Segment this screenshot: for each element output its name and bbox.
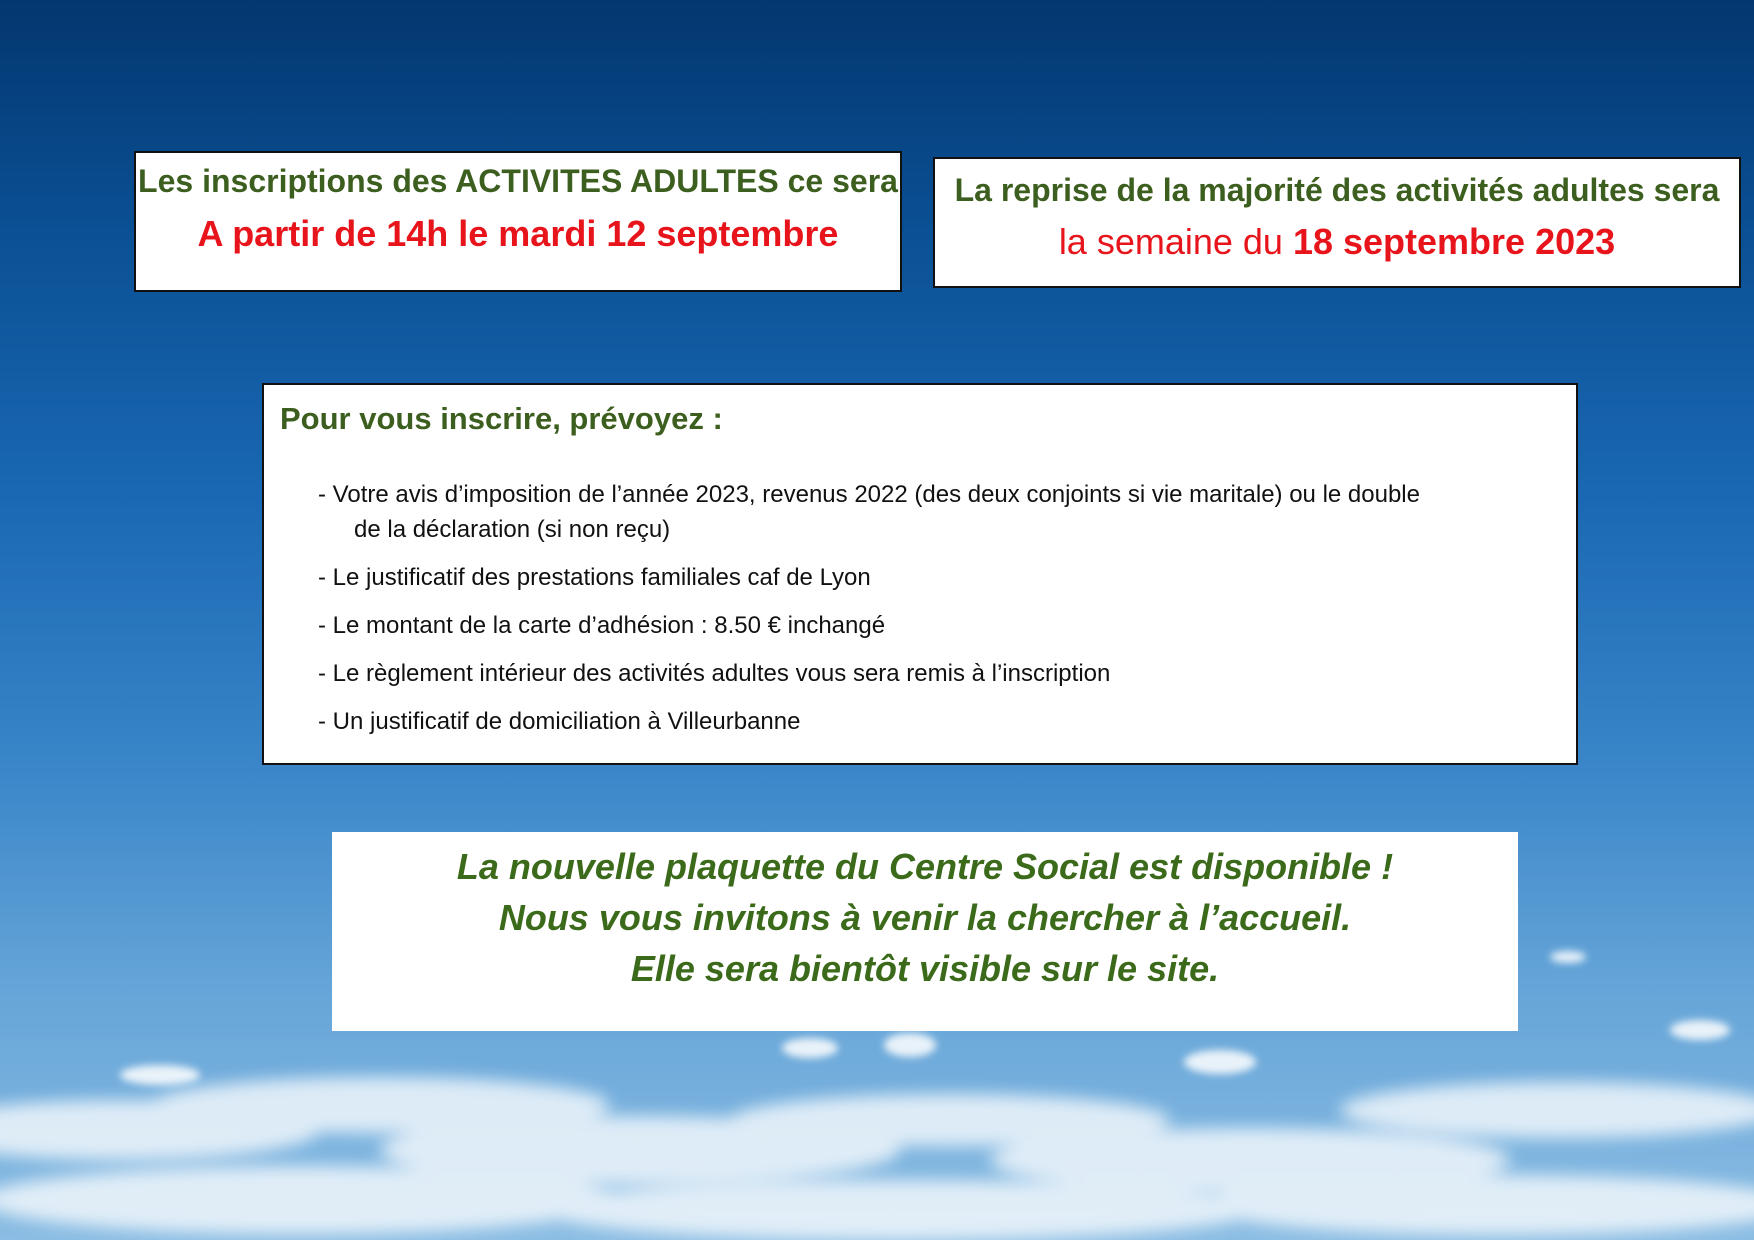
list-item xyxy=(318,608,1562,643)
list-item xyxy=(318,560,1562,595)
resumption-date xyxy=(935,221,1739,263)
requirements-title: Pour vous inscrire, prévoyez : xyxy=(280,401,723,436)
list-item xyxy=(318,477,1562,547)
list-item-text: - Le montant de la carte d’adhésion : 8.50 € inchangé xyxy=(318,612,886,639)
requirements-list xyxy=(318,477,1562,752)
resumption-date-box xyxy=(933,157,1741,288)
registration-heading: Les inscriptions des ACTIVITES ADULTES ce sera xyxy=(138,163,898,199)
list-item-continuation: de la déclaration (si non reçu) xyxy=(354,516,671,543)
list-item xyxy=(318,656,1562,691)
announcement-line-3: Elle sera bientôt visible sur le site. xyxy=(630,948,1220,989)
list-item-text: - Le justificatif des prestations familiales caf de Lyon xyxy=(318,564,871,591)
registration-date-box xyxy=(134,151,902,292)
registration-date: A partir de 14h le mardi 12 septembre xyxy=(197,213,839,254)
resumption-date-prefix: la semaine du xyxy=(1058,221,1293,262)
list-item xyxy=(318,704,1562,739)
announcement-line-2: Nous vous invitons à venir la chercher à l’accueil. xyxy=(498,897,1352,938)
resumption-date-value: 18 septembre 2023 xyxy=(1292,221,1616,262)
list-item-text: - Votre avis d’imposition de l’année 2023, revenus 2022 (des deux conjoints si vie maritale) ou le double xyxy=(318,481,1420,508)
requirements-box xyxy=(262,383,1578,765)
announcement-line-1: La nouvelle plaquette du Centre Social est disponible ! xyxy=(456,846,1394,887)
list-item-text: - Un justificatif de domiciliation à Villeurbanne xyxy=(318,708,801,735)
list-item-text: - Le règlement intérieur des activités adultes vous sera remis à l’inscription xyxy=(318,660,1111,687)
announcement-box xyxy=(332,832,1518,1031)
resumption-heading: La reprise de la majorité des activités adultes sera xyxy=(954,172,1720,208)
